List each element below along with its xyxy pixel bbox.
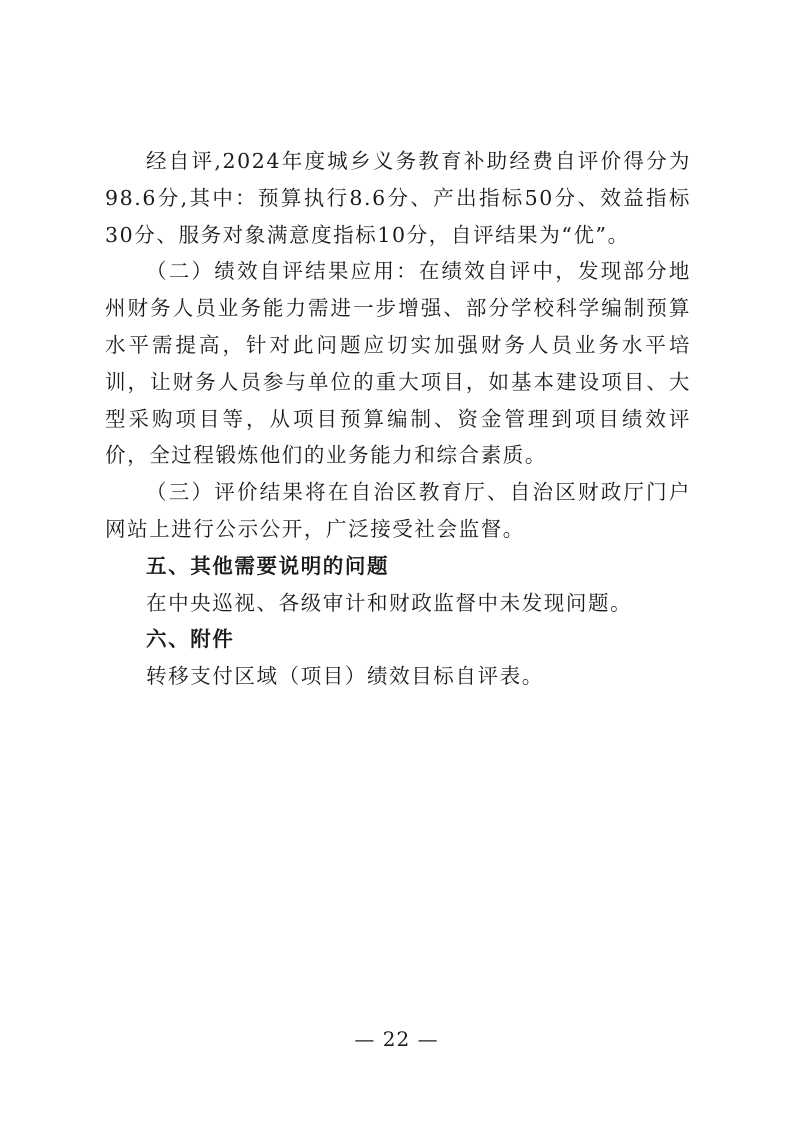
paragraph-self-evaluation-score: 经自评,2024年度城乡义务教育补助经费自评价得分为98.6分,其中：预算执行8.6分、产出指标50分、效益指标30分、服务对象满意度指标10分，自评结果为“优”。 [105, 149, 691, 247]
section-heading-attachments: 六、附件 [146, 627, 235, 652]
paragraph-result-application: （二）绩效自评结果应用：在绩效自评中，发现部分地州财务人员业务能力需进一步增强、部分学校科学编制预算水平需提高，针对此问题应切实加强财务人员业务水平培训，让财务人员参与单位的重大项目，如基本建设项目、大型采购项目等，从项目预算编制、资金管理到项目绩效评价，全过程锻炼他们的业务能力和综合素质。 [105, 259, 691, 468]
section-heading-other-issues: 五、其他需要说明的问题 [146, 553, 390, 578]
paragraph-attachment-name: 转移支付区域（项目）绩效目标自评表。 [146, 664, 544, 689]
document-body [105, 143, 691, 695]
paragraph-no-issues-found: 在中央巡视、各级审计和财政监督中未发现问题。 [146, 590, 633, 615]
paragraph-result-publication: （三）评价结果将在自治区教育厅、自治区财政厅门户网站上进行公示公开，广泛接受社会监督。 [105, 480, 691, 541]
page-number: — 22 — [354, 1027, 439, 1051]
